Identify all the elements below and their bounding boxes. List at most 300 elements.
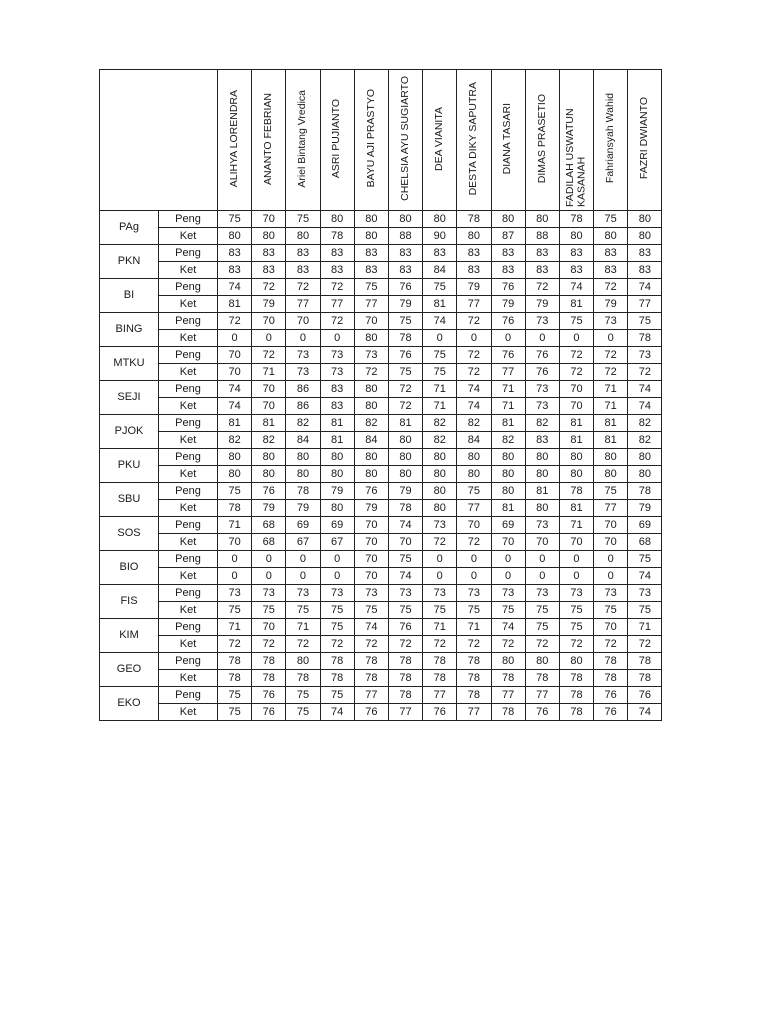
table-row [100, 228, 662, 245]
score-cell: 74 [559, 279, 593, 296]
score-cell: 78 [354, 670, 388, 687]
score-type-label: Peng [159, 551, 218, 568]
score-cell: 0 [423, 568, 457, 585]
score-cell: 82 [423, 415, 457, 432]
score-cell: 73 [559, 585, 593, 602]
score-cell: 80 [594, 466, 628, 483]
score-cell: 73 [457, 585, 491, 602]
score-type-label: Peng [159, 279, 218, 296]
table-row [100, 364, 662, 381]
score-cell: 69 [628, 517, 662, 534]
score-cell: 78 [320, 670, 354, 687]
score-cell: 76 [423, 704, 457, 721]
score-cell: 84 [354, 432, 388, 449]
score-cell: 75 [218, 687, 252, 704]
student-header [388, 70, 422, 211]
score-cell: 80 [525, 653, 559, 670]
score-cell: 70 [388, 534, 422, 551]
score-type-label: Ket [159, 704, 218, 721]
score-cell: 75 [388, 313, 422, 330]
score-cell: 77 [286, 296, 320, 313]
score-cell: 80 [594, 449, 628, 466]
score-cell: 75 [388, 364, 422, 381]
score-cell: 80 [286, 466, 320, 483]
score-cell: 81 [559, 432, 593, 449]
score-cell: 75 [354, 279, 388, 296]
score-cell: 72 [388, 398, 422, 415]
score-cell: 79 [354, 500, 388, 517]
score-cell: 72 [388, 381, 422, 398]
score-cell: 74 [218, 279, 252, 296]
score-cell: 74 [457, 398, 491, 415]
score-type-label: Peng [159, 381, 218, 398]
table-row [100, 279, 662, 296]
score-cell: 83 [388, 245, 422, 262]
score-cell: 83 [252, 262, 286, 279]
score-cell: 82 [628, 432, 662, 449]
score-cell: 73 [423, 517, 457, 534]
score-cell: 73 [594, 585, 628, 602]
score-cell: 83 [559, 245, 593, 262]
table-row [100, 245, 662, 262]
subject-name: MTKU [100, 347, 159, 381]
table-row [100, 347, 662, 364]
table-row [100, 313, 662, 330]
score-cell: 75 [286, 687, 320, 704]
score-cell: 83 [491, 245, 525, 262]
score-cell: 80 [628, 211, 662, 228]
score-cell: 80 [320, 211, 354, 228]
table-row [100, 568, 662, 585]
score-cell: 72 [286, 279, 320, 296]
score-type-label: Peng [159, 619, 218, 636]
score-cell: 75 [388, 551, 422, 568]
score-cell: 80 [457, 228, 491, 245]
table-row [100, 687, 662, 704]
score-cell: 75 [218, 483, 252, 500]
table-row [100, 517, 662, 534]
score-cell: 72 [218, 636, 252, 653]
table-row [100, 449, 662, 466]
score-cell: 67 [286, 534, 320, 551]
score-cell: 72 [423, 636, 457, 653]
subject-name: EKO [100, 687, 159, 721]
score-cell: 78 [559, 670, 593, 687]
score-cell: 80 [252, 466, 286, 483]
score-cell: 72 [354, 364, 388, 381]
score-cell: 0 [423, 330, 457, 347]
score-cell: 72 [559, 364, 593, 381]
score-cell: 78 [252, 653, 286, 670]
student-header [559, 70, 593, 211]
score-cell: 0 [457, 330, 491, 347]
score-cell: 70 [286, 313, 320, 330]
score-cell: 75 [491, 602, 525, 619]
score-cell: 80 [457, 466, 491, 483]
score-cell: 73 [491, 585, 525, 602]
score-cell: 71 [457, 619, 491, 636]
score-type-label: Ket [159, 466, 218, 483]
score-cell: 81 [491, 415, 525, 432]
score-cell: 70 [491, 534, 525, 551]
score-type-label: Ket [159, 228, 218, 245]
score-cell: 70 [252, 381, 286, 398]
score-cell: 80 [559, 653, 593, 670]
subject-name: BI [100, 279, 159, 313]
score-cell: 77 [354, 296, 388, 313]
score-cell: 70 [594, 619, 628, 636]
score-cell: 78 [218, 670, 252, 687]
table-row [100, 296, 662, 313]
score-cell: 69 [320, 517, 354, 534]
score-cell: 77 [491, 687, 525, 704]
table-row [100, 670, 662, 687]
score-cell: 72 [252, 636, 286, 653]
score-cell: 78 [388, 500, 422, 517]
score-cell: 75 [354, 602, 388, 619]
score-cell: 73 [388, 585, 422, 602]
score-cell: 71 [594, 381, 628, 398]
score-cell: 0 [320, 568, 354, 585]
score-cell: 78 [320, 653, 354, 670]
score-cell: 74 [423, 313, 457, 330]
score-cell: 79 [388, 483, 422, 500]
score-cell: 83 [457, 262, 491, 279]
score-cell: 72 [457, 347, 491, 364]
score-cell: 80 [628, 466, 662, 483]
score-cell: 82 [354, 415, 388, 432]
score-cell: 80 [218, 449, 252, 466]
score-cell: 80 [423, 466, 457, 483]
score-cell: 80 [354, 330, 388, 347]
score-cell: 73 [525, 313, 559, 330]
score-cell: 76 [628, 687, 662, 704]
student-name: DIMAS PRASETIO [535, 93, 548, 184]
score-cell: 78 [594, 653, 628, 670]
score-cell: 73 [252, 585, 286, 602]
score-cell: 70 [218, 534, 252, 551]
score-cell: 72 [628, 364, 662, 381]
score-cell: 0 [320, 551, 354, 568]
score-cell: 83 [354, 245, 388, 262]
score-cell: 80 [320, 449, 354, 466]
score-cell: 82 [628, 415, 662, 432]
score-cell: 80 [525, 466, 559, 483]
score-cell: 76 [525, 364, 559, 381]
score-cell: 0 [218, 551, 252, 568]
score-cell: 72 [218, 313, 252, 330]
score-cell: 72 [457, 636, 491, 653]
score-cell: 75 [457, 602, 491, 619]
score-cell: 80 [388, 432, 422, 449]
score-cell: 0 [286, 330, 320, 347]
score-cell: 78 [491, 670, 525, 687]
score-cell: 79 [286, 500, 320, 517]
score-cell: 72 [594, 347, 628, 364]
score-type-label: Ket [159, 670, 218, 687]
score-cell: 78 [628, 670, 662, 687]
score-cell: 75 [559, 602, 593, 619]
score-cell: 75 [286, 211, 320, 228]
score-cell: 72 [388, 636, 422, 653]
score-cell: 78 [525, 670, 559, 687]
score-cell: 74 [354, 619, 388, 636]
score-cell: 73 [320, 585, 354, 602]
student-name: ASRI PUJIANTO [330, 98, 343, 179]
score-cell: 72 [354, 636, 388, 653]
score-cell: 81 [388, 415, 422, 432]
score-cell: 76 [388, 279, 422, 296]
score-cell: 81 [218, 415, 252, 432]
table-row [100, 262, 662, 279]
student-name: Fahriansyah Wahid [603, 93, 616, 184]
score-cell: 72 [457, 313, 491, 330]
score-cell: 0 [320, 330, 354, 347]
score-cell: 70 [559, 534, 593, 551]
score-cell: 72 [594, 636, 628, 653]
score-cell: 78 [559, 211, 593, 228]
student-name: FADILAH USWATUN KASANAH [563, 107, 588, 207]
student-header [594, 70, 628, 211]
student-name: CHELSIA AYU SUGIARTO [398, 76, 411, 201]
score-cell: 83 [320, 381, 354, 398]
score-cell: 75 [286, 602, 320, 619]
score-cell: 75 [286, 704, 320, 721]
score-cell: 80 [286, 653, 320, 670]
score-cell: 73 [525, 381, 559, 398]
score-cell: 81 [559, 500, 593, 517]
score-cell: 76 [594, 687, 628, 704]
score-cell: 78 [423, 670, 457, 687]
score-cell: 0 [252, 568, 286, 585]
score-cell: 75 [628, 602, 662, 619]
score-cell: 84 [423, 262, 457, 279]
score-cell: 78 [594, 670, 628, 687]
score-cell: 88 [525, 228, 559, 245]
score-cell: 75 [594, 602, 628, 619]
score-cell: 86 [286, 381, 320, 398]
score-cell: 80 [594, 228, 628, 245]
student-name: Ariel Bintang Vredica [296, 89, 309, 188]
score-type-label: Peng [159, 245, 218, 262]
score-cell: 83 [218, 262, 252, 279]
score-cell: 73 [286, 347, 320, 364]
score-cell: 83 [594, 262, 628, 279]
score-cell: 73 [628, 585, 662, 602]
score-cell: 73 [594, 313, 628, 330]
score-cell: 70 [354, 517, 388, 534]
score-cell: 71 [594, 398, 628, 415]
score-cell: 76 [594, 704, 628, 721]
score-cell: 83 [594, 245, 628, 262]
score-cell: 76 [491, 313, 525, 330]
student-header [491, 70, 525, 211]
score-cell: 0 [559, 568, 593, 585]
score-cell: 81 [559, 415, 593, 432]
score-cell: 79 [320, 483, 354, 500]
score-cell: 78 [628, 653, 662, 670]
score-cell: 70 [218, 364, 252, 381]
subject-name: PAg [100, 211, 159, 245]
score-cell: 78 [388, 687, 422, 704]
score-cell: 79 [388, 296, 422, 313]
student-header [218, 70, 252, 211]
table-row [100, 602, 662, 619]
score-cell: 75 [525, 602, 559, 619]
score-cell: 71 [628, 619, 662, 636]
score-cell: 72 [252, 347, 286, 364]
score-cell: 82 [252, 432, 286, 449]
score-cell: 76 [252, 687, 286, 704]
score-cell: 80 [388, 466, 422, 483]
score-cell: 0 [559, 551, 593, 568]
student-header [320, 70, 354, 211]
score-cell: 70 [525, 534, 559, 551]
subject-name: BIO [100, 551, 159, 585]
score-cell: 75 [559, 619, 593, 636]
score-cell: 80 [423, 449, 457, 466]
score-cell: 80 [525, 449, 559, 466]
student-header [252, 70, 286, 211]
table-row [100, 398, 662, 415]
score-cell: 90 [423, 228, 457, 245]
score-cell: 0 [594, 568, 628, 585]
score-cell: 81 [525, 483, 559, 500]
score-cell: 73 [525, 585, 559, 602]
score-type-label: Peng [159, 517, 218, 534]
score-cell: 76 [525, 347, 559, 364]
score-cell: 71 [491, 398, 525, 415]
score-cell: 81 [594, 432, 628, 449]
table-row [100, 704, 662, 721]
student-header [525, 70, 559, 211]
score-cell: 71 [218, 619, 252, 636]
score-cell: 68 [252, 534, 286, 551]
score-cell: 83 [320, 398, 354, 415]
score-cell: 80 [354, 466, 388, 483]
score-cell: 80 [559, 228, 593, 245]
score-cell: 80 [354, 228, 388, 245]
score-cell: 72 [423, 534, 457, 551]
score-cell: 83 [252, 245, 286, 262]
score-cell: 76 [491, 347, 525, 364]
score-cell: 73 [525, 517, 559, 534]
score-cell: 83 [218, 245, 252, 262]
score-cell: 80 [491, 449, 525, 466]
score-cell: 75 [423, 279, 457, 296]
score-cell: 74 [628, 381, 662, 398]
score-cell: 88 [388, 228, 422, 245]
score-cell: 80 [354, 398, 388, 415]
score-cell: 73 [354, 585, 388, 602]
score-cell: 73 [354, 347, 388, 364]
score-cell: 71 [491, 381, 525, 398]
score-cell: 80 [423, 211, 457, 228]
score-cell: 75 [594, 483, 628, 500]
score-type-label: Peng [159, 415, 218, 432]
score-cell: 69 [491, 517, 525, 534]
table-row [100, 466, 662, 483]
score-cell: 72 [559, 636, 593, 653]
score-cell: 78 [457, 653, 491, 670]
student-name: ALIHYA LORENDRA [227, 89, 240, 188]
score-cell: 75 [525, 619, 559, 636]
score-cell: 74 [218, 398, 252, 415]
score-cell: 0 [423, 551, 457, 568]
score-cell: 77 [457, 500, 491, 517]
score-cell: 74 [218, 381, 252, 398]
score-cell: 71 [423, 398, 457, 415]
score-cell: 74 [388, 517, 422, 534]
score-type-label: Peng [159, 347, 218, 364]
score-cell: 78 [252, 670, 286, 687]
score-cell: 83 [559, 262, 593, 279]
score-cell: 80 [252, 228, 286, 245]
score-cell: 67 [320, 534, 354, 551]
score-cell: 78 [218, 653, 252, 670]
score-cell: 70 [594, 517, 628, 534]
score-cell: 73 [320, 347, 354, 364]
score-cell: 70 [354, 551, 388, 568]
score-cell: 83 [286, 245, 320, 262]
score-cell: 83 [525, 262, 559, 279]
score-cell: 72 [252, 279, 286, 296]
score-cell: 70 [354, 313, 388, 330]
score-cell: 72 [286, 636, 320, 653]
score-cell: 75 [218, 211, 252, 228]
score-cell: 81 [594, 415, 628, 432]
subject-name: KIM [100, 619, 159, 653]
student-name: BAYU AJI PRASTYO [364, 89, 377, 188]
score-type-label: Ket [159, 364, 218, 381]
score-cell: 74 [457, 381, 491, 398]
score-cell: 70 [252, 619, 286, 636]
score-cell: 79 [491, 296, 525, 313]
score-cell: 80 [218, 228, 252, 245]
score-cell: 0 [559, 330, 593, 347]
score-cell: 76 [354, 704, 388, 721]
score-cell: 83 [423, 245, 457, 262]
score-cell: 0 [525, 330, 559, 347]
score-cell: 70 [457, 517, 491, 534]
score-cell: 74 [628, 704, 662, 721]
student-header [354, 70, 388, 211]
score-cell: 81 [218, 296, 252, 313]
score-cell: 77 [457, 704, 491, 721]
score-cell: 75 [628, 313, 662, 330]
score-cell: 83 [388, 262, 422, 279]
score-cell: 0 [525, 551, 559, 568]
score-cell: 73 [286, 364, 320, 381]
score-cell: 76 [491, 279, 525, 296]
score-cell: 86 [286, 398, 320, 415]
score-cell: 75 [423, 602, 457, 619]
score-cell: 73 [320, 364, 354, 381]
score-cell: 73 [525, 398, 559, 415]
student-header [628, 70, 662, 211]
score-cell: 0 [594, 330, 628, 347]
score-type-label: Peng [159, 211, 218, 228]
score-cell: 80 [525, 500, 559, 517]
score-cell: 0 [594, 551, 628, 568]
score-cell: 78 [491, 704, 525, 721]
score-cell: 82 [218, 432, 252, 449]
score-cell: 72 [457, 534, 491, 551]
score-cell: 74 [491, 619, 525, 636]
subject-name: SEJI [100, 381, 159, 415]
score-cell: 70 [252, 313, 286, 330]
score-cell: 80 [286, 449, 320, 466]
